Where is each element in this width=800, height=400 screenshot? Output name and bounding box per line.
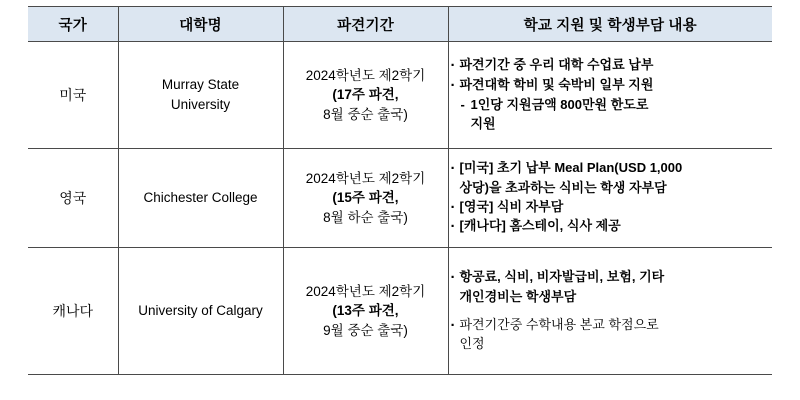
column-header-country: 국가 xyxy=(28,7,118,42)
table-row xyxy=(28,149,772,248)
support-bullet: · [영국] 식비 자부담 xyxy=(449,198,773,217)
support-subitem: - 1인당 지원금액 800만원 한도로 xyxy=(449,96,773,115)
support-bullet: · 파견기간중 수학내용 본교 학점으로 xyxy=(449,316,773,335)
university-line: University of Calgary xyxy=(138,303,263,319)
support-subitem-continuation: 지원 xyxy=(470,115,496,131)
support-bullet: · 파견대학 학비 및 숙박비 일부 지원 xyxy=(449,76,773,95)
support-bullet: · [미국] 초기 납부 Meal Plan(USD 1,000 xyxy=(449,159,773,178)
university-line: University xyxy=(170,97,231,112)
period-line: 9월 중순 출국) xyxy=(323,322,408,338)
table-header-row xyxy=(28,7,772,42)
period-line: 2024학년도 제2학기 xyxy=(305,67,426,83)
exchange-program-table xyxy=(28,6,772,375)
support-continuation: 상당)을 초과하는 식비는 학생 자부담 xyxy=(459,179,667,195)
university-line: Chichester College xyxy=(143,190,258,206)
support-continuation: 개인경비는 학생부담 xyxy=(459,288,577,304)
support-bullet: · [캐나다] 홈스테이, 식사 제공 xyxy=(449,217,773,236)
column-header-university: 대학명 xyxy=(118,7,283,42)
table-body xyxy=(28,42,772,375)
cell-university xyxy=(118,42,283,149)
support-bullet: · 파견기간 중 우리 대학 수업료 납부 xyxy=(449,56,773,75)
cell-period xyxy=(283,42,448,149)
period-line: 8월 하순 출국) xyxy=(323,209,408,225)
period-line: (15주 파견, xyxy=(332,190,399,206)
table-row xyxy=(28,248,772,375)
period-line: (17주 파견, xyxy=(332,87,399,103)
cell-support xyxy=(448,42,772,149)
cell-country: 영국 xyxy=(28,149,118,248)
cell-support xyxy=(448,248,772,375)
cell-university xyxy=(118,149,283,248)
column-header-support: 학교 지원 및 학생부담 내용 xyxy=(448,7,772,42)
cell-country: 캐나다 xyxy=(28,248,118,375)
support-continuation: 인정 xyxy=(459,336,485,352)
support-spacer xyxy=(449,307,773,316)
column-header-period: 파견기간 xyxy=(283,7,448,42)
support-bullet: · 항공료, 식비, 비자발급비, 보험, 기타 xyxy=(449,268,773,287)
cell-support xyxy=(448,149,772,248)
cell-period xyxy=(283,149,448,248)
cell-university xyxy=(118,248,283,375)
table-header xyxy=(28,7,772,42)
period-line: 2024학년도 제2학기 xyxy=(305,283,426,299)
cell-country: 미국 xyxy=(28,42,118,149)
cell-period xyxy=(283,248,448,375)
period-line: (13주 파견, xyxy=(332,303,399,319)
period-line: 2024학년도 제2학기 xyxy=(305,170,426,186)
table-row xyxy=(28,42,772,149)
period-line: 8월 중순 출국) xyxy=(323,106,408,122)
university-line: Murray State xyxy=(161,77,240,93)
